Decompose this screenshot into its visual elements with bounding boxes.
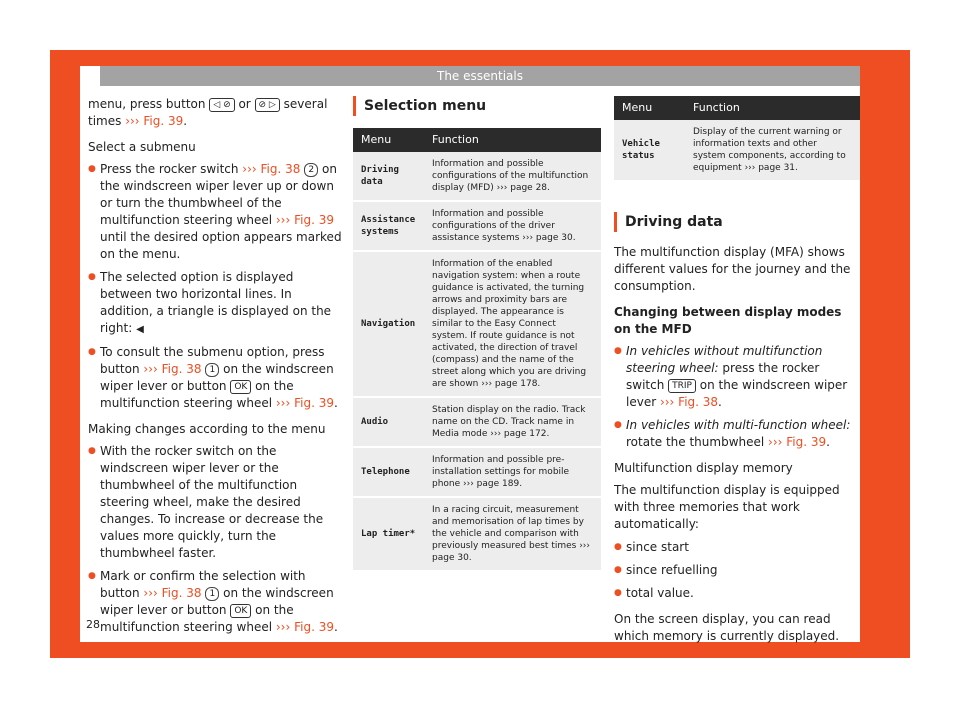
menu-cell: Assistance systems: [353, 201, 424, 251]
page-number: 28: [86, 618, 100, 631]
text: To consult the submenu option, press button: [100, 345, 325, 376]
list-item: ● With the rocker switch on the windscreen wiper lever or the thumbwheel of the multifunction steering wheel, make the desired changes. To increase or decrease the values more quickly, turn the thumbwheel faster.: [88, 443, 342, 562]
list-item: [88, 161, 342, 263]
text: Mark or confirm the selection with button: [100, 569, 306, 600]
menu-cell: Lap timer*: [353, 497, 424, 571]
fig-link[interactable]: ››› Fig. 39: [275, 213, 334, 227]
paragraph: On the screen display, you can read which memory is currently displayed.: [614, 612, 840, 643]
table-row: [353, 447, 601, 497]
fig-link[interactable]: ››› Fig. 39: [125, 114, 184, 128]
middle-column: [353, 96, 601, 572]
fig-link[interactable]: ››› Fig. 38: [143, 586, 202, 600]
back-button-icon: ◁ ⊘: [209, 98, 234, 112]
text: on the multifunction steering wheel: [100, 379, 294, 410]
fig-link[interactable]: ››› Fig. 39: [275, 396, 334, 410]
forward-button-icon: ⊘ ▷: [255, 98, 280, 112]
heading-display-modes: Changing between display modes on the MFD: [614, 305, 842, 336]
left-column: [88, 96, 342, 642]
column-header-function: Function: [424, 128, 601, 152]
text: .: [826, 435, 830, 449]
function-cell: Information and possible pre-installation settings for mobile phone ››› page 189.: [424, 447, 601, 497]
selection-menu-table-continued: [614, 96, 860, 182]
function-cell: Information and possible configurations of the multifunction display (MFD) ››› page 28.: [424, 152, 601, 201]
text: In vehicles without multifunction steering wheel:: [626, 344, 823, 375]
function-cell: In a racing circuit, measurement and memorisation of lap times by the vehicle and comparison with previously measured best times ››› page 30.: [424, 497, 601, 571]
heading-display-memory: Multifunction display memory: [614, 461, 793, 475]
text: .: [718, 395, 722, 409]
list-item: [614, 417, 860, 451]
list-item: [88, 568, 342, 636]
triangle-left-icon: ◀: [136, 324, 144, 335]
text: until the desired option appears marked on the menu.: [100, 230, 342, 261]
text: rotate the thumbwheel: [626, 435, 769, 449]
table-row: [353, 497, 601, 571]
fig-link[interactable]: ››› Fig. 38: [143, 362, 202, 376]
text: In vehicles with multi-function wheel:: [626, 418, 851, 432]
text: on the windscreen wiper lever or button: [100, 362, 334, 393]
text: on the windscreen wiper lever or button: [100, 586, 334, 617]
callout-number: 2: [304, 163, 318, 177]
ok-button-icon: OK: [230, 604, 251, 618]
paragraph: The multifunction display (MFA) shows different values for the journey and the consumption.: [614, 245, 851, 293]
trip-button-icon: TRIP: [668, 379, 696, 393]
table-row: [353, 201, 601, 251]
selection-menu-table: [353, 128, 601, 572]
text: press the rocker switch: [626, 361, 820, 392]
menu-cell: Vehicle status: [614, 120, 685, 181]
text: .: [183, 114, 188, 128]
callout-number: 1: [205, 587, 219, 601]
function-cell: Station display on the radio. Track name on the CD. Track name in Media mode ››› page 172.: [424, 397, 601, 447]
section-title-driving-data: Driving data: [614, 212, 860, 232]
text: several times: [88, 97, 328, 128]
menu-cell: Driving data: [353, 152, 424, 201]
fig-link[interactable]: ››› Fig. 39: [275, 620, 334, 634]
table-row: [353, 152, 601, 201]
text: on the multifunction steering wheel: [100, 603, 294, 634]
text: The selected option is displayed between two horizontal lines. In addition, a triangle is displayed on the right:: [100, 270, 332, 335]
table-row: [353, 251, 601, 397]
text: Press the rocker switch: [100, 162, 243, 176]
list-item: ● since start: [614, 539, 860, 556]
text: .: [333, 396, 338, 410]
section-title-selection-menu: Selection menu: [353, 96, 601, 116]
function-cell: Information and possible configurations of the driver assistance systems ››› page 30.: [424, 201, 601, 251]
fig-link[interactable]: ››› Fig. 38: [659, 395, 719, 409]
table-row: [353, 397, 601, 447]
fig-link[interactable]: ››› Fig. 39: [768, 435, 827, 449]
fig-link[interactable]: ››› Fig. 38: [242, 162, 301, 176]
header-title: The essentials: [100, 66, 860, 86]
text: or: [234, 97, 255, 111]
callout-number: 1: [205, 363, 219, 377]
paragraph: The multifunction display is equipped with three memories that work automatically:: [614, 483, 840, 531]
menu-cell: Navigation: [353, 251, 424, 397]
text: .: [333, 620, 338, 634]
table-header-row: [353, 128, 601, 152]
intro-paragraph: [88, 96, 342, 130]
table-row: [614, 120, 860, 181]
list-item: [614, 343, 860, 411]
list-item: [88, 344, 342, 412]
ok-button-icon: OK: [230, 380, 251, 394]
text: on the windscreen wiper lever: [626, 378, 848, 409]
list-item: [88, 269, 342, 338]
column-header-menu: Menu: [614, 96, 685, 120]
text: on the windscreen wiper lever up or down or turn the thumbwheel of the multifunction steering wheel: [100, 162, 337, 227]
list-item: ● since refuelling: [614, 562, 860, 579]
column-header-menu: Menu: [353, 128, 424, 152]
heading-select-submenu: Select a submenu: [88, 140, 196, 154]
column-header-function: Function: [685, 96, 860, 120]
right-column: [614, 96, 860, 654]
menu-cell: Audio: [353, 397, 424, 447]
table-header-row: [614, 96, 860, 120]
list-item: ● total value.: [614, 585, 860, 602]
function-cell: Information of the enabled navigation system: when a route guidance is activated, the turning arrows and proximity bars are displayed. The appearance is similar to the Easy Connect system. If route guidance is not activated, the direction of travel (compass) and the name of the street along which you are driving are shown ››› page 178.: [424, 251, 601, 397]
text: menu, press button: [88, 97, 210, 111]
menu-cell: Telephone: [353, 447, 424, 497]
heading-making-changes: Making changes according to the menu: [88, 422, 326, 436]
function-cell: Display of the current warning or information texts and other system components, according to equipment ››› page 31.: [685, 120, 860, 181]
